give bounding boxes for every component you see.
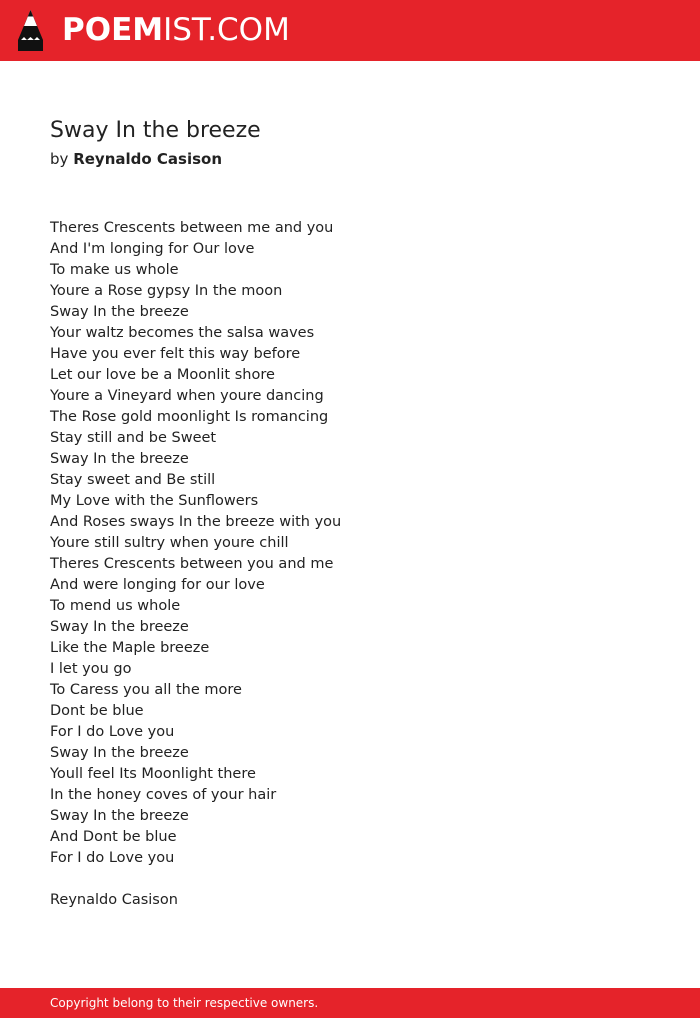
poem-signature: Reynaldo Casison [50,892,178,908]
byline [50,148,222,170]
poem-line: For I do Love you [50,724,175,740]
poem-line: To mend us whole [50,598,181,614]
poem-line: And Roses sways In the breeze with you [50,514,342,530]
poem-line: My Love with the Sunflowers [50,493,259,509]
poem-line: Sway In the breeze [50,808,189,824]
poem-line: To Caress you all the more [50,682,242,698]
poem-line: Dont be blue [50,703,144,719]
poem-line: Sway In the breeze [50,304,189,320]
poem-line: Sway In the breeze [50,619,189,635]
site-footer [0,988,700,1018]
pencil-icon [18,10,43,51]
poem-line: Youll feel Its Moonlight there [50,766,256,782]
site-header [0,0,700,61]
site-logo[interactable] [62,10,290,50]
poem-body [50,218,341,869]
poem-line: And Dont be blue [50,829,177,845]
poem-title: Sway In the breeze [50,118,261,143]
poem-line: In the honey coves of your hair [50,787,277,803]
poem-line: To make us whole [50,262,179,278]
poem-line: Theres Crescents between me and you [50,220,334,236]
poem-line: And were longing for our love [50,577,265,593]
poem-line: I let you go [50,661,132,677]
logo-text-light: IST.COM [163,12,290,48]
poem-line: Youre still sultry when youre chill [50,535,289,551]
poem-line: Your waltz becomes the salsa waves [50,325,315,341]
byline-prefix: by [50,150,69,168]
poem-line: And I'm longing for Our love [50,241,255,257]
copyright-notice: Copyright belong to their respective owners. [50,996,319,1010]
poem-line: For I do Love you [50,850,175,866]
poem-line: Have you ever felt this way before [50,346,301,362]
poem-line: Stay still and be Sweet [50,430,217,446]
poem-line: Like the Maple breeze [50,640,210,656]
author-name: Reynaldo Casison [73,150,223,168]
poem-line: The Rose gold moonlight Is romancing [50,409,329,425]
poem-line: Sway In the breeze [50,745,189,761]
poem-line: Let our love be a Moonlit shore [50,367,275,383]
poem-line: Theres Crescents between you and me [50,556,334,572]
poem-line: Youre a Rose gypsy In the moon [50,283,283,299]
logo-text-bold: POEM [62,12,164,48]
poem-line: Youre a Vineyard when youre dancing [50,388,324,404]
poem-line: Sway In the breeze [50,451,189,467]
poem-line: Stay sweet and Be still [50,472,216,488]
